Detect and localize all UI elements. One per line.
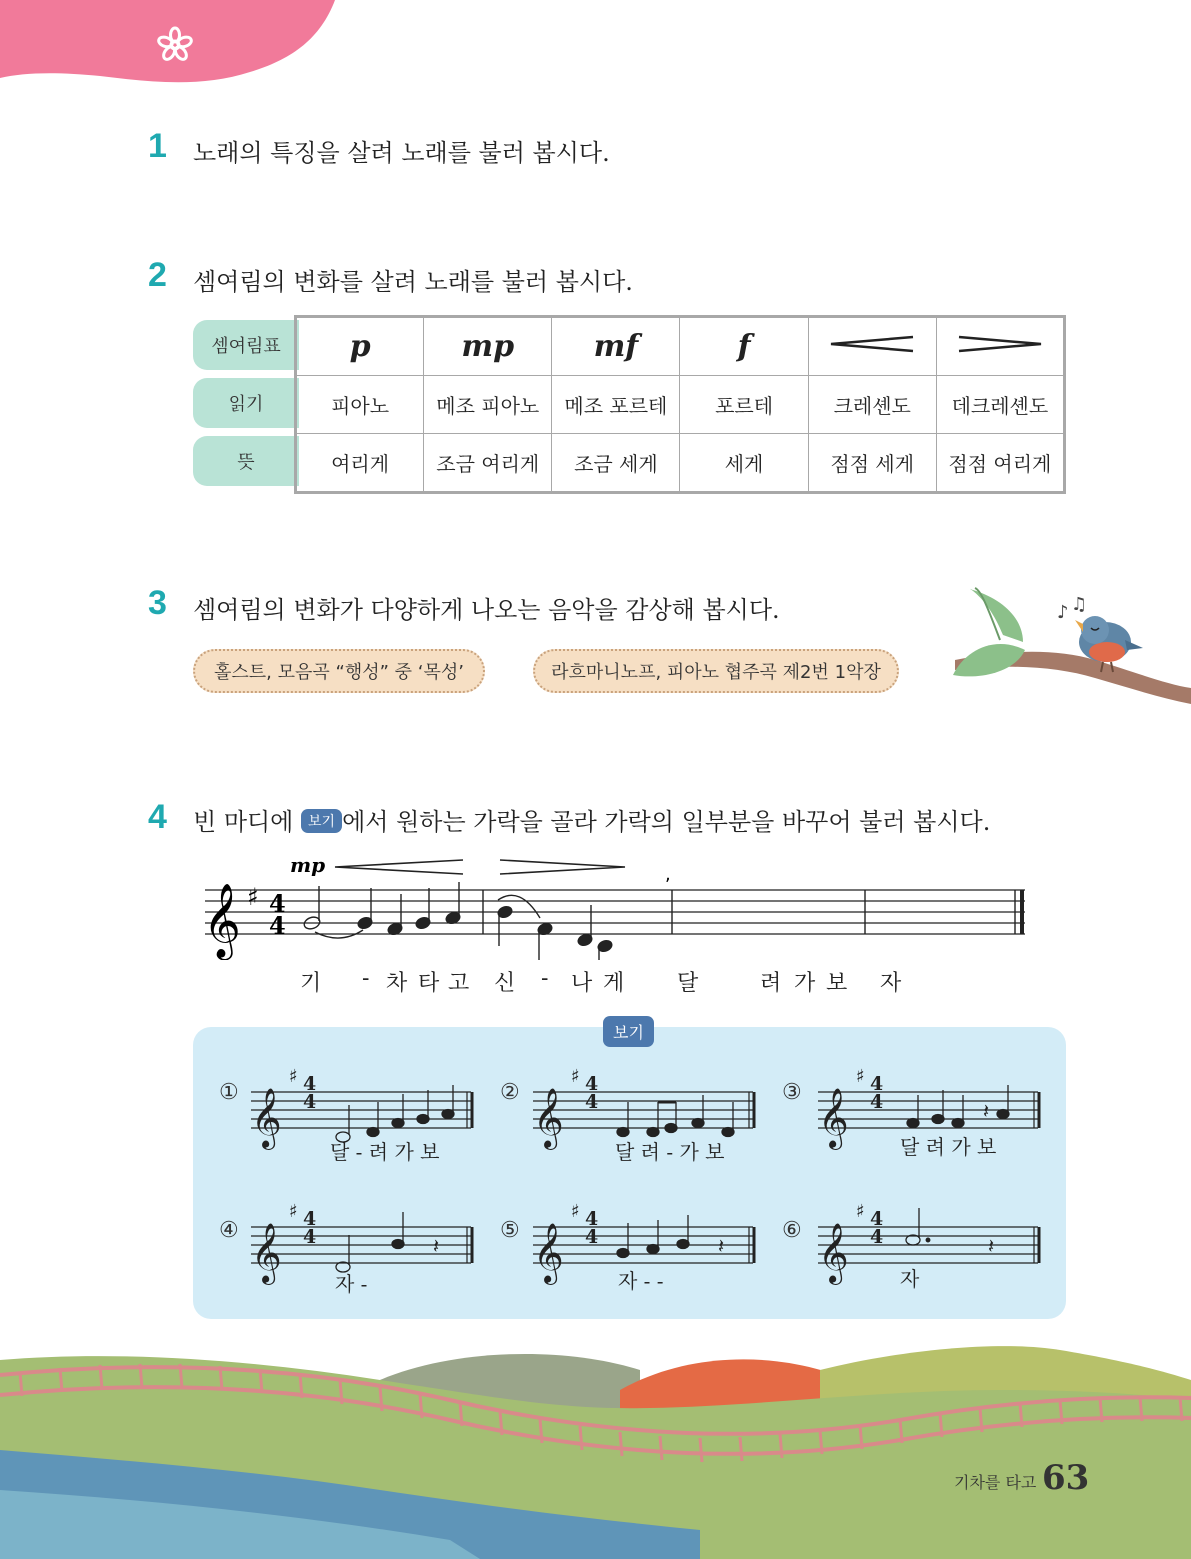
treble-clef-icon: 𝄞: [818, 1088, 849, 1148]
score-lyric: -: [541, 966, 549, 991]
dynamic-mf: mf: [593, 329, 639, 364]
question-2-number: 2: [148, 256, 167, 294]
row-label-symbol: 셈여림표: [193, 320, 299, 370]
svg-text:4: 4: [585, 1073, 599, 1095]
dynamic-mp: mp: [290, 853, 326, 877]
meaning-row: [296, 434, 1065, 493]
reading-cell: 크레셴도: [808, 376, 936, 434]
corner-decoration: [0, 0, 340, 95]
fermata-icon: ,: [665, 864, 671, 885]
meaning-cell: 점점 세게: [808, 434, 936, 493]
decrescendo-icon: [955, 334, 1045, 354]
svg-text:4: 4: [269, 911, 286, 940]
svg-text:4: 4: [303, 1073, 317, 1095]
question-4-number: 4: [148, 798, 167, 836]
score-lyric: 가: [794, 971, 816, 996]
symbol-cell: [424, 317, 552, 376]
row-label-meaning: 뜻: [193, 436, 299, 486]
svg-text:4: 4: [303, 1226, 317, 1248]
question-3-number: 3: [148, 584, 167, 622]
option-number: ②: [500, 1080, 520, 1105]
main-score: [195, 850, 1035, 960]
treble-clef-icon: 𝄞: [818, 1223, 849, 1283]
score-lyric: 타: [418, 971, 440, 996]
score-lyric: 신: [494, 971, 516, 996]
svg-text:4: 4: [303, 1091, 317, 1113]
score-lyric: 나: [571, 971, 593, 996]
score-lyric: 보: [826, 971, 848, 996]
question-3-text: 셈여림의 변화가 다양하게 나오는 음악을 감상해 봅시다.: [193, 596, 780, 624]
meaning-cell: 점점 여리게: [936, 434, 1064, 493]
meaning-cell: 조금 여리게: [424, 434, 552, 493]
listening-pill-rachmaninoff: 라흐마니노프, 피아노 협주곡 제2번 1악장: [533, 649, 899, 693]
dynamic-p: p: [349, 329, 371, 364]
meaning-cell: 세게: [680, 434, 808, 493]
decrescendo-icon: [500, 860, 625, 874]
reading-cell: 메조 피아노: [424, 376, 552, 434]
reading-row: [296, 376, 1065, 434]
reading-cell: 메조 포르테: [552, 376, 680, 434]
score-lyric: 자: [880, 971, 902, 996]
svg-text:4: 4: [585, 1226, 599, 1248]
question-4-text: [193, 802, 990, 837]
svg-text:♯: ♯: [571, 1201, 580, 1222]
symbol-cell: [808, 317, 936, 376]
bogi-inline-badge: 보기: [301, 809, 342, 833]
option-number: ④: [219, 1218, 239, 1243]
svg-text:𝄽: 𝄽: [718, 1234, 725, 1258]
score-lyric: -: [362, 966, 370, 991]
score-lyric: 고: [448, 971, 470, 996]
treble-clef-icon: 𝄞: [203, 884, 241, 958]
option-lyrics: 자: [900, 1267, 920, 1291]
symbol-cell: [296, 317, 424, 376]
reading-cell: 포르테: [680, 376, 808, 434]
score-lyric: 게: [603, 971, 625, 996]
score-lyric: 려: [760, 971, 782, 996]
option-lyrics: 자 -: [335, 1272, 368, 1296]
meaning-cell: 조금 세게: [552, 434, 680, 493]
svg-text:𝄽: 𝄽: [433, 1234, 440, 1258]
svg-text:4: 4: [269, 889, 286, 918]
svg-text:♯: ♯: [856, 1201, 865, 1222]
score-lyric: 달: [677, 971, 699, 996]
svg-text:♯: ♯: [571, 1066, 580, 1087]
svg-text:4: 4: [870, 1226, 884, 1248]
sharp-icon: ♯: [247, 883, 259, 911]
treble-clef-icon: 𝄞: [533, 1223, 564, 1283]
chapter-title: 기차를 타고: [954, 1473, 1037, 1492]
reading-cell: 데크레셴도: [936, 376, 1064, 434]
bogi-box-badge: 보기: [603, 1016, 654, 1047]
question-2-text: 셈여림의 변화를 살려 노래를 불러 봅시다.: [193, 268, 633, 296]
crescendo-icon: [335, 860, 463, 874]
option-number: ⑥: [782, 1218, 802, 1243]
score-lyric: 기: [300, 971, 322, 996]
dynamics-table: [294, 315, 1066, 494]
svg-text:𝄽: 𝄽: [988, 1234, 995, 1258]
treble-clef-icon: 𝄞: [251, 1088, 282, 1148]
option-number: ③: [782, 1080, 802, 1105]
landscape-illustration: [0, 1340, 1191, 1559]
symbol-row: [296, 317, 1065, 376]
question-1-text: 노래의 특징을 살려 노래를 불러 봅시다.: [193, 139, 610, 167]
option-number: ①: [219, 1080, 239, 1105]
question-4-text-before: 빈 마디에: [193, 808, 294, 836]
svg-text:4: 4: [303, 1208, 317, 1230]
svg-text:♯: ♯: [289, 1066, 298, 1087]
svg-text:4: 4: [870, 1073, 884, 1095]
svg-text:♪: ♪: [1057, 602, 1069, 623]
meaning-cell: 여리게: [296, 434, 424, 493]
score-lyric: 차: [386, 971, 408, 996]
svg-text:4: 4: [585, 1091, 599, 1113]
question-4-text-after: 에서 원하는 가락을 골라 가락의 일부분을 바꾸어 불러 봅시다.: [342, 808, 991, 836]
question-1-number: 1: [148, 127, 167, 165]
option-lyrics: 자 - -: [618, 1269, 664, 1293]
svg-text:♯: ♯: [856, 1066, 865, 1087]
treble-clef-icon: 𝄞: [533, 1088, 564, 1148]
svg-text:4: 4: [870, 1208, 884, 1230]
option-lyrics: 달 - 려 가 보: [330, 1140, 440, 1164]
symbol-cell: [680, 317, 808, 376]
treble-clef-icon: 𝄞: [251, 1223, 282, 1283]
option-lyrics: 달 려 - 가 보: [615, 1140, 725, 1164]
symbol-cell: [936, 317, 1064, 376]
svg-text:♫: ♫: [1071, 594, 1088, 615]
reading-cell: 피아노: [296, 376, 424, 434]
symbol-cell: [552, 317, 680, 376]
option-lyrics: 달 려 가 보: [900, 1135, 997, 1159]
option-number: ⑤: [500, 1218, 520, 1243]
page-number: 63: [1042, 1458, 1090, 1498]
bogi-staves: [193, 1040, 1066, 1300]
svg-text:♯: ♯: [289, 1201, 298, 1222]
crescendo-icon: [827, 334, 917, 354]
listening-pill-holst: 홀스트, 모음곡 “행성” 중 ‘목성’: [193, 649, 485, 693]
svg-text:4: 4: [870, 1091, 884, 1113]
bird-illustration: [945, 580, 1191, 710]
dynamic-f: f: [737, 329, 751, 364]
svg-text:𝄽: 𝄽: [983, 1099, 990, 1123]
dynamic-mp: mp: [461, 329, 515, 364]
row-label-reading: 읽기: [193, 378, 299, 428]
svg-text:4: 4: [585, 1208, 599, 1230]
